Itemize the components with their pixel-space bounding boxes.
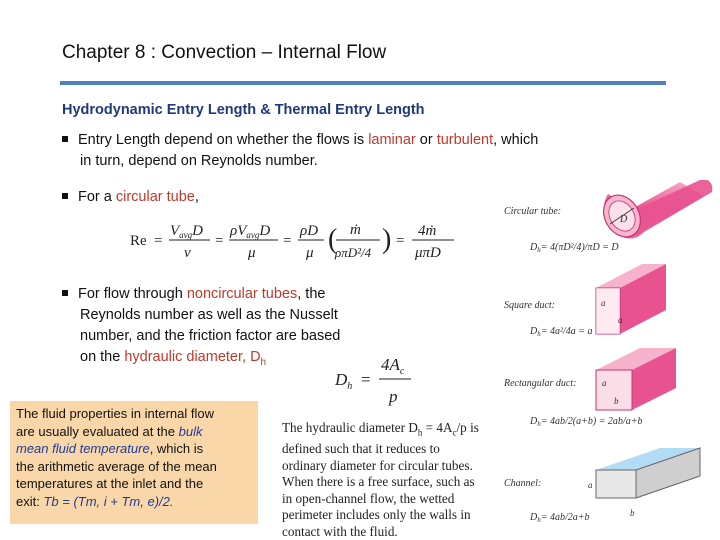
note-text: , which is — [149, 441, 204, 456]
svg-text:ρD: ρD — [300, 223, 319, 239]
scan-line: When there is a free surface, such as — [282, 474, 475, 490]
bullet-continuation: in turn, depend on Reynolds number. — [80, 153, 318, 169]
bullet-text: , — [194, 189, 199, 205]
circular-tube-text: circular tube — [115, 189, 195, 205]
note-line: the arithmetic average of the mean — [16, 458, 217, 474]
svg-text:4ṁ: 4ṁ — [418, 223, 437, 239]
svg-text:ρπD²/4: ρπD²/4 — [335, 245, 372, 260]
svg-text:Dh= 4a²/4a = a: $D_h= 4a^2/4a = a$ — [530, 326, 593, 338]
square-duct-label: Square duct: — [504, 300, 556, 311]
eq-re: Re — [130, 233, 147, 249]
rect-dim-a: a — [602, 378, 607, 388]
rect-dim-b: b — [614, 396, 619, 406]
rectangular-duct-diagram — [503, 348, 676, 428]
section-subtitle: Hydrodynamic Entry Length & Thermal Entry Length — [62, 102, 425, 118]
channel-diagram — [504, 448, 700, 524]
square-dim-a1: a — [601, 298, 606, 308]
bulk-text: bulk — [178, 423, 203, 439]
circular-tube-diagram — [504, 180, 712, 254]
bullet-text: , which — [493, 132, 539, 148]
reynolds-equation — [128, 214, 458, 264]
svg-text:4Ac: $4A_c$ — [381, 355, 405, 377]
bullet-text: or — [415, 132, 437, 148]
svg-text:μπD: μπD — [415, 245, 441, 261]
hydraulic-diameter-equation — [333, 352, 413, 408]
bullet-circular-tube — [62, 187, 199, 208]
scan-text: /p is — [456, 420, 479, 435]
scan-line: defined such that it reduces to — [282, 441, 440, 457]
svg-text:): ) — [382, 224, 392, 255]
note-text: are usually evaluated at the — [16, 423, 179, 439]
svg-text:μ: μ — [248, 245, 256, 261]
svg-text:=: = — [396, 233, 405, 249]
hydraulic-diameter-description — [282, 420, 504, 540]
scan-line: ordinary diameter for circular tubes. — [282, 457, 473, 473]
hydraulic-diameter-text: hydraulic diameter, D — [124, 349, 261, 365]
circular-dim-label: D — [620, 214, 628, 225]
scan-text: = 4A — [422, 420, 453, 435]
scan-sub: c — [452, 427, 457, 438]
svg-text:μ: μ — [306, 245, 314, 261]
svg-text:(: ( — [328, 224, 338, 255]
subscript-h: h — [260, 356, 267, 368]
svg-text:Dh= 4(πD²/4)/πD = D: $D_h= 4(\pi D^2/4)/\pi D = D$ — [530, 242, 619, 254]
scan-sub: h — [417, 427, 423, 438]
bullet-marker — [62, 193, 68, 199]
square-duct-diagram — [504, 264, 666, 338]
bullet-text: on the — [80, 349, 125, 365]
note-line: The fluid properties in internal flow — [16, 406, 214, 421]
circular-tube-label: Circular tube: — [504, 206, 562, 217]
svg-text:VavgD: $V_{avg}D$ — [170, 223, 204, 240]
bullet-continuation: number, and the friction factor are based — [80, 328, 341, 344]
bullet-text: For flow through — [78, 286, 187, 302]
noncircular-tubes-text: noncircular tubes — [186, 286, 298, 302]
rectangular-duct-label: Rectangular duct: — [504, 378, 577, 389]
scan-text: The hydraulic diameter D — [282, 420, 418, 435]
svg-text:=: = — [361, 370, 371, 389]
bullet-text: , the — [297, 286, 326, 302]
bulk-temperature-note — [10, 401, 258, 524]
bullet-continuation: Reynolds number as well as the Nusselt — [80, 307, 338, 323]
svg-text:Dh= 4ab/2(a+b) = 2ab/a+b: $D_h= 4ab/2(a+b) = 2ab/a+b$ — [530, 416, 643, 428]
slide-title: Chapter 8 : Convection – Internal Flow — [62, 42, 387, 63]
bullet-text: For a — [78, 189, 116, 205]
bulk-mean-temp-text: mean fluid temperature — [16, 441, 150, 456]
svg-text:=: = — [154, 233, 163, 249]
scan-line: in open-channel flow, the wetted — [282, 490, 455, 506]
svg-text:ν: ν — [184, 245, 191, 261]
note-text: exit: — [16, 493, 44, 509]
bullet-text: Entry Length depend on whether the flows is — [78, 132, 369, 148]
bulk-temp-formula: Tb = (Tm, i + Tm, e)/2. — [43, 493, 174, 509]
channel-label: Channel: — [504, 478, 542, 489]
svg-text:ρVavgD: $\rho V_{avg}D$ — [230, 223, 271, 240]
bullet-entry-length — [62, 130, 622, 172]
svg-text:=: = — [283, 233, 292, 249]
laminar-text: laminar — [368, 132, 416, 148]
scan-line: perimeter includes only the walls in — [282, 507, 471, 523]
svg-text:p: p — [389, 387, 398, 406]
bullet-marker — [62, 136, 68, 142]
title-rule — [60, 81, 666, 85]
duct-geometries-figure — [500, 180, 718, 536]
channel-dim-a: a — [588, 480, 593, 490]
svg-text:ṁ: ṁ — [350, 222, 361, 238]
bullet-marker — [62, 290, 68, 296]
svg-text:=: = — [215, 233, 224, 249]
scan-line: contact with the fluid. — [282, 523, 398, 539]
note-line: temperatures at the inlet and the — [16, 476, 204, 491]
svg-text:Dh= 4ab/2a+b: $D_h= 4ab/2a+b$ — [530, 512, 590, 524]
turbulent-text: turbulent — [436, 132, 494, 148]
svg-text:Dh: $D_h$ — [335, 370, 353, 392]
square-dim-a2: a — [618, 315, 623, 325]
channel-dim-b: b — [630, 508, 635, 518]
